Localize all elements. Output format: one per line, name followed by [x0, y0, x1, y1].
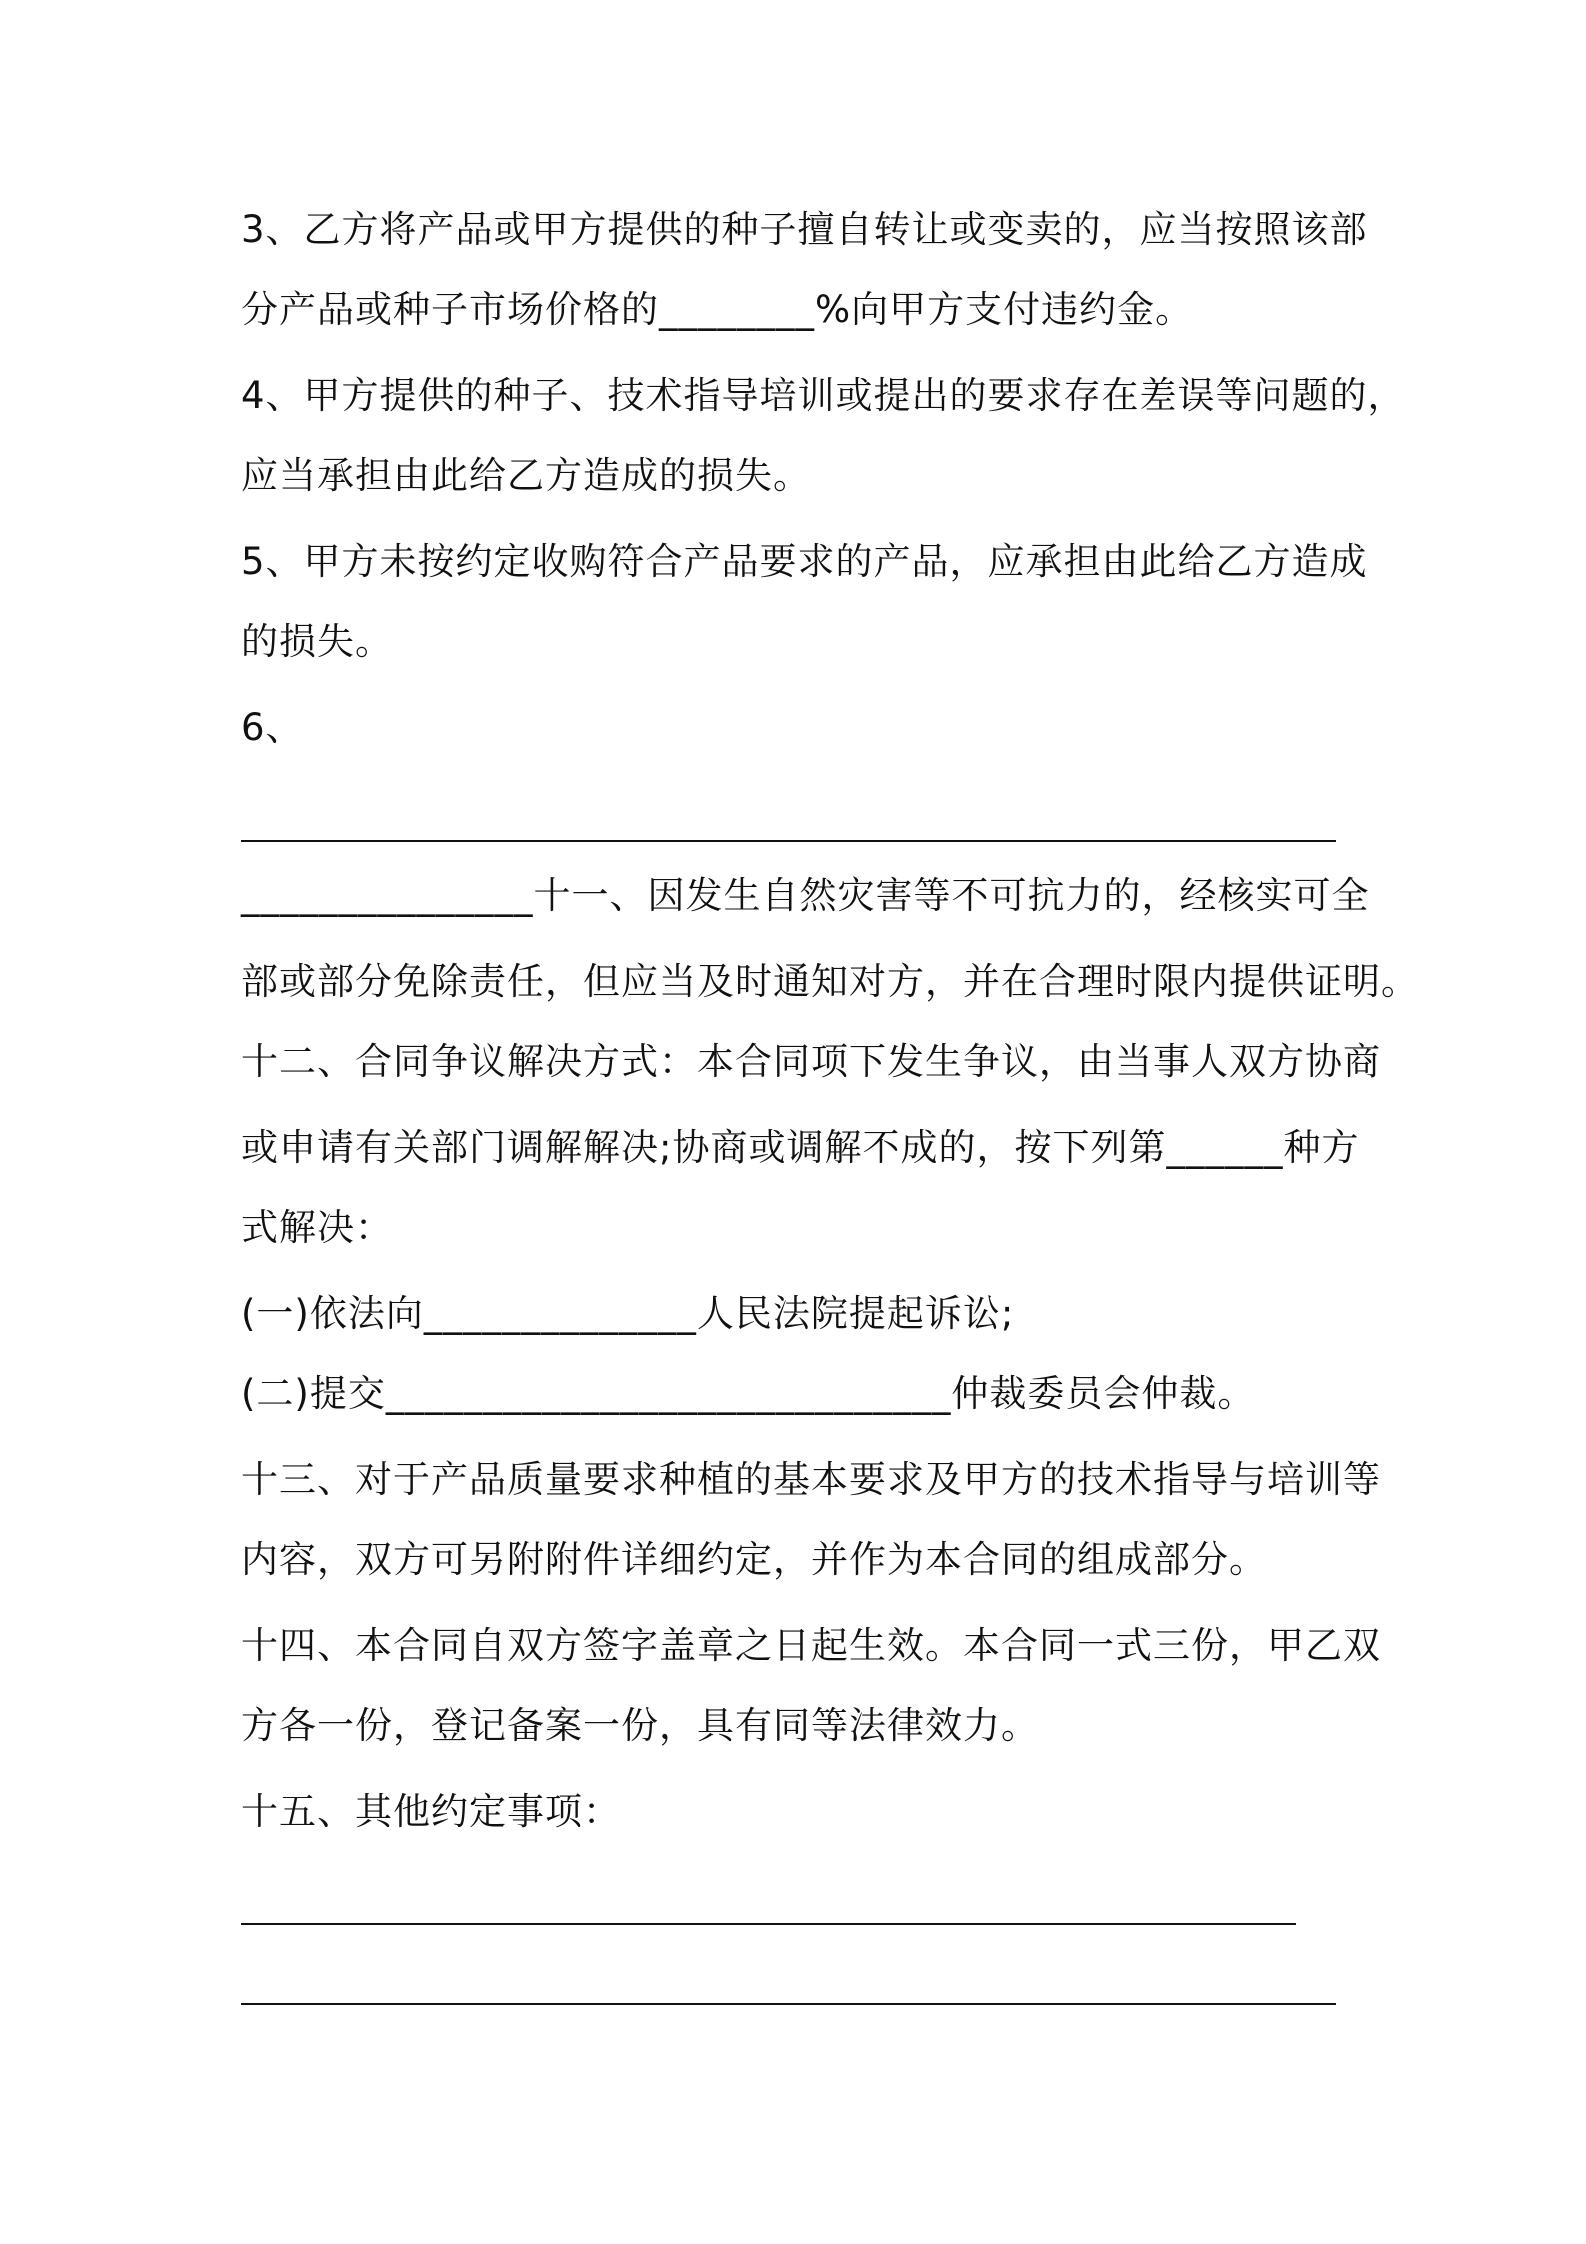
text-line: 分产品或种子市场价格的________%向甲方支付违约金。: [241, 288, 1194, 331]
blank-fill-line: [241, 840, 1336, 842]
text-line: 或申请有关部门调解解决;协商或调解不成的，按下列第______种方: [241, 1126, 1360, 1169]
text-line: 的损失。: [241, 620, 393, 663]
text-line: 4、甲方提供的种子、技术指导培训或提出的要求存在差误等问题的，: [241, 374, 1406, 417]
text-line: (一)依法向______________人民法院提起诉讼;: [241, 1292, 1015, 1335]
text-line: 应当承担由此给乙方造成的损失。: [241, 454, 811, 497]
text-line: 3、乙方将产品或甲方提供的种子擅自转让或变卖的，应当按照该部: [241, 208, 1368, 251]
text-line: 十四、本合同自双方签字盖章之日起生效。本合同一式三份，甲乙双: [241, 1624, 1381, 1667]
blank-fill-line: [241, 1923, 1296, 1925]
blank-fill-line: [241, 2003, 1336, 2005]
text-line: 6、: [241, 706, 304, 749]
text-line: 内容，双方可另附附件详细约定，并作为本合同的组成部分。: [241, 1538, 1267, 1581]
text-line: _______________十一、因发生自然灾害等不可抗力的，经核实可全: [241, 874, 1370, 917]
text-line: 十二、合同争议解决方式：本合同项下发生争议，由当事人双方协商: [241, 1040, 1381, 1083]
text-line: 部或部分免除责任，但应当及时通知对方，并在合理时限内提供证明。: [241, 960, 1419, 1003]
text-line: 十三、对于产品质量要求种植的基本要求及甲方的技术指导与培训等: [241, 1458, 1381, 1501]
text-line: 十五、其他约定事项：: [241, 1790, 621, 1833]
text-line: 5、甲方未按约定收购符合产品要求的产品，应承担由此给乙方造成: [241, 540, 1368, 583]
text-line: 式解决：: [241, 1206, 393, 1249]
text-line: 方各一份，登记备案一份，具有同等法律效力。: [241, 1704, 1039, 1747]
text-line: (二)提交_____________________________仲裁委员会仲裁。: [241, 1372, 1256, 1415]
